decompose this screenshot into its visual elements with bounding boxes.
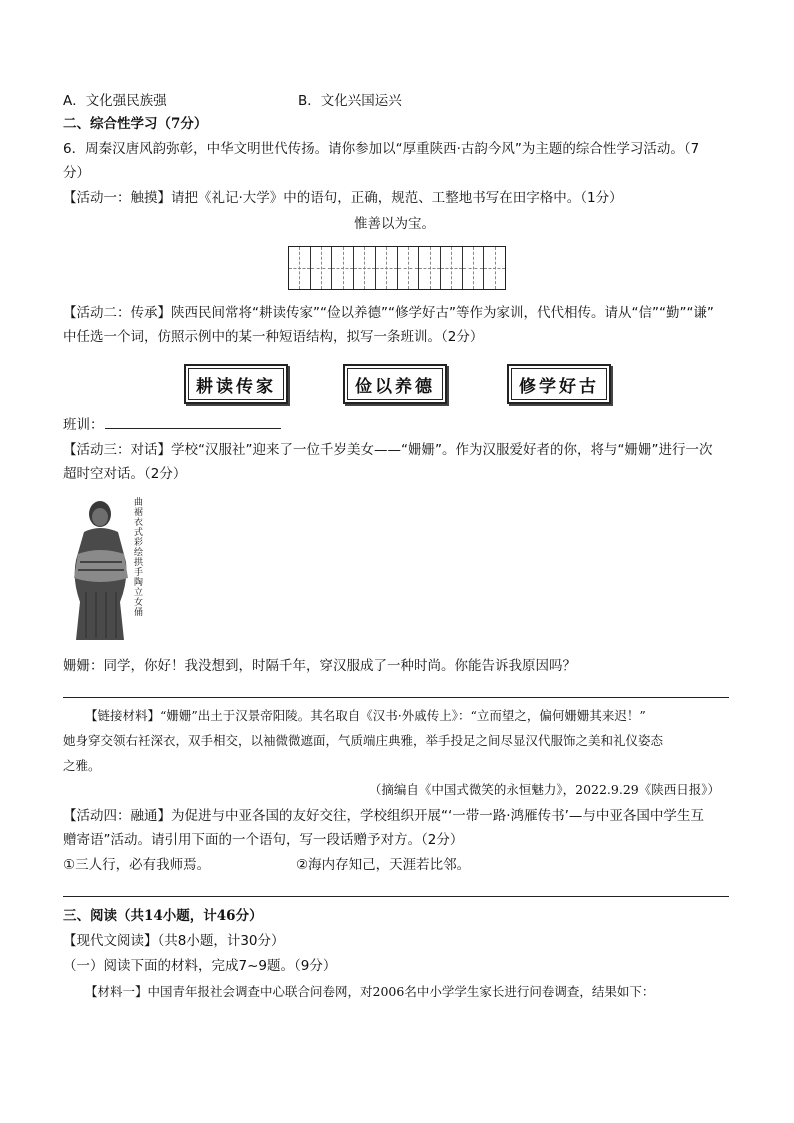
activity-3-line-2: 超时空对话。（2分）: [63, 466, 187, 482]
grid-cell[interactable]: [354, 247, 376, 289]
divider-bottom: [63, 896, 729, 897]
material-1-text: 【材料一】中国青年报社会调查中心联合问卷网，对2006名中小学学生家长进行问卷调查，结果如下：: [85, 984, 655, 999]
link-material-source: （摘编自《中国式微笑的永恒魅力》，2022.9.29《陕西日报》）: [368, 782, 720, 797]
link-material-line-1: 【链接材料】“姗姗”出土于汉景帝阳陵。其名取自《汉书·外戚传上》：“立而望之，偏何姗姗其来迟！”: [85, 708, 646, 723]
grid-cell[interactable]: [332, 247, 354, 289]
activity-3-line-1: 【活动三：对话】学校“汉服社”迎来了一位千岁美女——“姗姗”。作为汉服爱好者的你，将与“姗姗”进行一次: [63, 442, 713, 458]
link-material-line-3: 之雅。: [63, 758, 101, 773]
banxun-label: 班训：: [63, 417, 104, 433]
activity-2-line-2: 中任选一个词，仿照示例中的某一种短语结构，拟写一条班训。（2分）: [63, 329, 484, 345]
modern-reading-heading: 【现代文阅读】（共8小题，计30分）: [63, 933, 285, 949]
option-a: A．文化强民族强: [63, 93, 167, 109]
activity-2-line-1: 【活动二：传承】陕西民间常将“耕读传家”“俭以养德”“修学好古”等作为家训，代代相传。请从“信”“勤”“谦”: [63, 305, 714, 321]
grid-cell[interactable]: [441, 247, 463, 289]
choice-1: ①三人行，必有我师焉。: [63, 857, 211, 873]
question-6-line-2: 分）: [63, 165, 90, 181]
shanshan-dialogue: 姗姗：同学，你好！我没想到，时隔千年，穿汉服成了一种时尚。你能告诉我原因吗？: [63, 658, 576, 674]
grid-cell[interactable]: [289, 247, 311, 289]
grid-cell[interactable]: [398, 247, 420, 289]
section-3-heading: 三、阅读（共14小题，计46分）: [63, 908, 263, 924]
divider-top: [63, 697, 729, 698]
link-material-line-2: 她身穿交领右衽深衣，双手相交，以袖微微遮面，气质端庄典雅，举手投足之间尽显汉代服饰之美和礼仪姿态: [63, 733, 664, 748]
reading-part-1-heading: （一）阅读下面的材料，完成7~9题。（9分）: [63, 958, 337, 974]
activity-4-line-2: 赠寄语”活动。请引用下面的一个语句，写一段话赠予对方。（2分）: [63, 832, 464, 848]
activity-1-text: 【活动一：触摸】请把《礼记·大学》中的语句，正确，规范、工整地书写在田字格中。（1分）: [63, 190, 623, 206]
grid-cell[interactable]: [484, 247, 505, 289]
plaque-gengdu: 耕读传家: [184, 364, 288, 404]
tianzige-grid[interactable]: [288, 246, 506, 290]
grid-cell[interactable]: [311, 247, 333, 289]
banxun-answer-line[interactable]: [105, 428, 281, 429]
option-b: B．文化兴国运兴: [298, 93, 402, 109]
choice-2: ②海内存知己，天涯若比邻。: [296, 857, 471, 873]
quote-text: 惟善以为宝。: [354, 216, 435, 232]
question-6-line-1: 6．周秦汉唐风韵弥彰，中华文明世代传扬。请你参加以“厚重陕西·古韵今风”为主题的综合性学习活动。（7: [63, 141, 700, 157]
activity-4-line-1: 【活动四：融通】为促进与中亚各国的友好交往，学校组织开展“‘一带一路·鸿雁传书’—与中亚各国中学生互: [63, 808, 704, 824]
grid-cell[interactable]: [463, 247, 485, 289]
plaque-jianyi: 俭以养德: [343, 364, 447, 404]
figurine-caption: 曲裾衣式彩绘拱手陶立女俑: [134, 498, 144, 618]
grid-cell[interactable]: [419, 247, 441, 289]
plaque-xiuxue: 修学好古: [507, 364, 611, 404]
section-2-heading: 二、综合性学习（7分）: [63, 116, 208, 132]
grid-cell[interactable]: [376, 247, 398, 289]
